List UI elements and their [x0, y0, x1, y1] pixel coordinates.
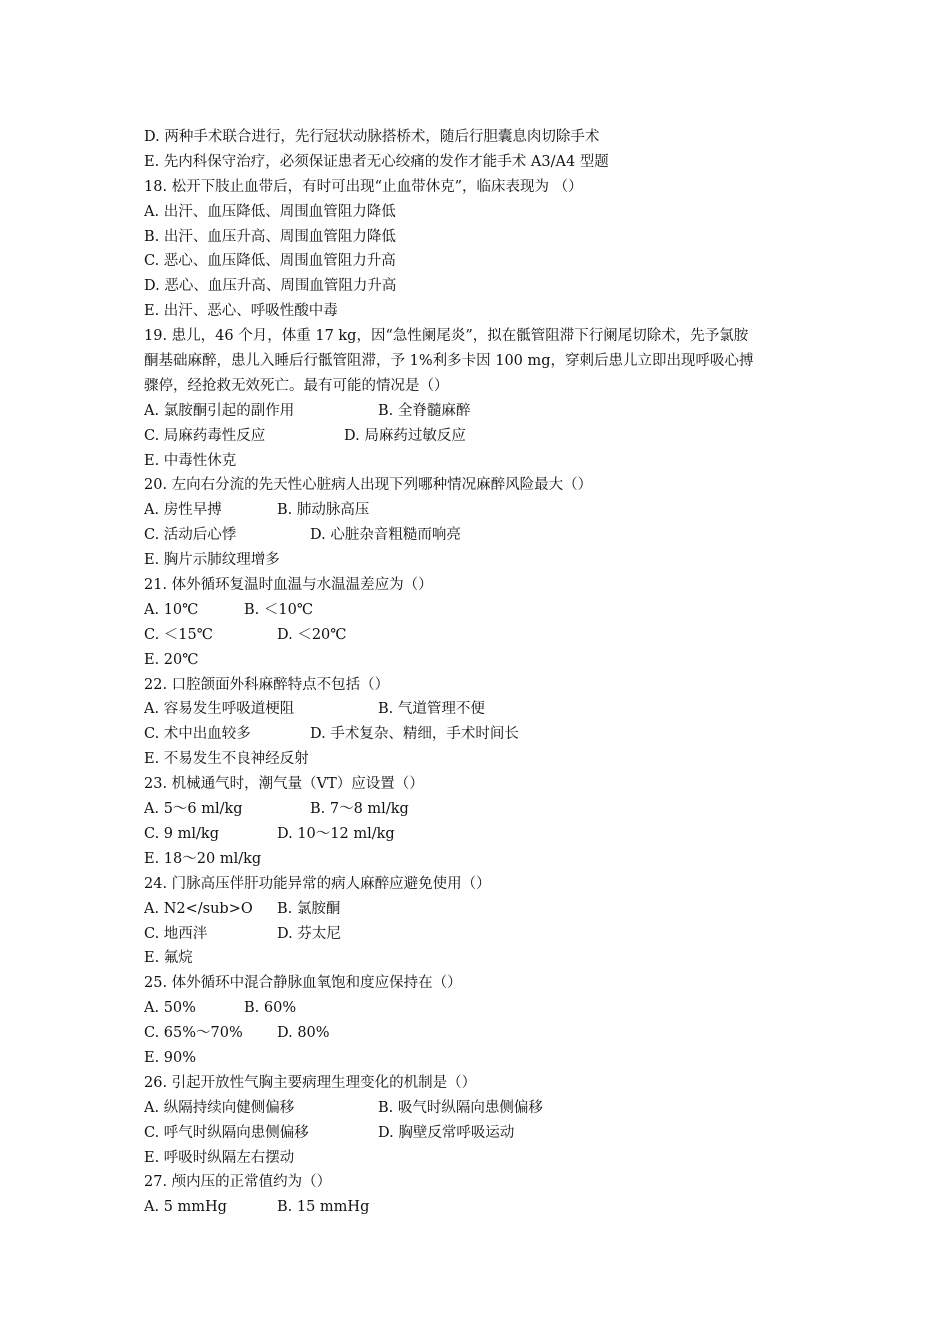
- option-right: B. 氯胺酮: [277, 900, 341, 917]
- option-left: C. 活动后心悸: [144, 527, 237, 544]
- option-left: A. 5～6 ml/kg: [144, 801, 243, 818]
- option-left: A. N2</sub>O: [144, 900, 253, 917]
- option-row: [144, 498, 824, 523]
- text-line: 20. 左向右分流的先天性心脏病人出现下列哪种情况麻醉风险最大（）: [144, 477, 593, 494]
- option-left: A. 10℃: [144, 601, 199, 618]
- option-right: D. 手术复杂、精细，手术时间长: [310, 726, 519, 743]
- option-right: D. 局麻药过敏反应: [344, 427, 466, 444]
- option-left: A. 容易发生呼吸道梗阻: [144, 701, 295, 718]
- option-left: C. 65%～70%: [144, 1025, 243, 1042]
- option-left: C. 术中出血较多: [144, 726, 251, 743]
- option-row: [144, 822, 824, 847]
- option-left: A. 纵隔持续向健侧偏移: [144, 1099, 295, 1116]
- option-right: D. 心脏杂音粗糙而响亮: [310, 527, 461, 544]
- option-row: [144, 797, 824, 822]
- option-row: [144, 424, 824, 449]
- option-right: D. 芬太尼: [277, 925, 341, 942]
- text-line: 23. 机械通气时，潮气量（VT）应设置（）: [144, 776, 424, 793]
- option-left: A. 5 mmHg: [144, 1199, 227, 1216]
- option-right: D. 80%: [277, 1025, 330, 1042]
- text-line: E. 呼吸时纵隔左右摆动: [144, 1149, 295, 1166]
- option-row: [144, 399, 824, 424]
- text-line: E. 18～20 ml/kg: [144, 850, 262, 867]
- option-row: [144, 623, 824, 648]
- text-line: C. 恶心、血压降低、周围血管阻力升高: [144, 253, 396, 270]
- text-line: 24. 门脉高压伴肝功能异常的病人麻醉应避免使用（）: [144, 875, 491, 892]
- option-row: [144, 1121, 824, 1146]
- text-line: B. 出汗、血压升高、周围血管阻力降低: [144, 228, 396, 245]
- option-right: D. 胸壁反常呼吸运动: [378, 1124, 515, 1141]
- option-right: B. 吸气时纵隔向患侧偏移: [378, 1099, 543, 1116]
- option-right: B. 全脊髓麻醉: [378, 402, 471, 419]
- text-line: 骤停，经抢救无效死亡。最有可能的情况是（）: [144, 377, 449, 394]
- text-line: E. 胸片示肺纹理增多: [144, 552, 280, 569]
- option-right: D. ＜20℃: [277, 626, 347, 643]
- option-left: C. 地西泮: [144, 925, 208, 942]
- text-line: 21. 体外循环复温时血温与水温温差应为（）: [144, 577, 433, 594]
- text-line: 27. 颅内压的正常值约为（）: [144, 1174, 332, 1191]
- option-right: B. ＜10℃: [244, 601, 314, 618]
- option-left: C. ＜15℃: [144, 626, 213, 643]
- text-line: D. 恶心、血压升高、周围血管阻力升高: [144, 278, 397, 295]
- option-row: [144, 922, 824, 947]
- text-line: E. 20℃: [144, 651, 199, 668]
- text-line: 22. 口腔颌面外科麻醉特点不包括（）: [144, 676, 390, 693]
- option-row: [144, 722, 824, 747]
- option-right: B. 肺动脉高压: [277, 502, 370, 519]
- option-row: [144, 523, 824, 548]
- option-row: [144, 897, 824, 922]
- option-left: A. 氯胺酮引起的副作用: [144, 402, 295, 419]
- text-line: 酮基础麻醉，患儿入睡后行骶管阻滞，予 1%利多卡因 100 mg，穿刺后患儿立即出现呼吸心搏: [144, 353, 754, 370]
- document-page: [144, 125, 824, 1220]
- option-left: C. 呼气时纵隔向患侧偏移: [144, 1124, 309, 1141]
- option-row: [144, 697, 824, 722]
- option-right: B. 60%: [244, 1000, 297, 1017]
- option-left: C. 9 ml/kg: [144, 825, 219, 842]
- text-line: A. 出汗、血压降低、周围血管阻力降低: [144, 203, 396, 220]
- option-row: [144, 1195, 824, 1220]
- text-line: 26. 引起开放性气胸主要病理生理变化的机制是（）: [144, 1074, 477, 1091]
- option-left: C. 局麻药毒性反应: [144, 427, 266, 444]
- option-row: [144, 996, 824, 1021]
- text-line: D. 两种手术联合进行，先行冠状动脉搭桥术，随后行胆囊息肉切除手术: [144, 129, 600, 145]
- text-line: E. 出汗、恶心、呼吸性酸中毒: [144, 303, 338, 320]
- text-line: E. 先内科保守治疗，必须保证患者无心绞痛的发作才能手术 A3/A4 型题: [144, 153, 609, 170]
- option-row: [144, 1021, 824, 1046]
- option-right: B. 7～8 ml/kg: [310, 801, 409, 818]
- option-left: A. 50%: [144, 1000, 196, 1017]
- text-line: 19. 患儿，46 个月，体重 17 kg，因“急性阑尾炎”，拟在骶管阻滞下行阑尾切除术，先予氯胺: [144, 328, 749, 345]
- option-right: D. 10～12 ml/kg: [277, 825, 395, 842]
- text-line: E. 不易发生不良神经反射: [144, 751, 309, 768]
- option-right: B. 气道管理不便: [378, 701, 485, 718]
- text-line: E. 90%: [144, 1049, 197, 1066]
- option-row: [144, 1096, 824, 1121]
- option-right: B. 15 mmHg: [277, 1199, 370, 1216]
- text-line: E. 中毒性休克: [144, 452, 237, 469]
- text-line: E. 氟烷: [144, 950, 193, 967]
- option-left: A. 房性早搏: [144, 502, 222, 519]
- text-line: 18. 松开下肢止血带后，有时可出现“止血带休克”，临床表现为 （）: [144, 178, 583, 195]
- option-row: [144, 598, 824, 623]
- text-line: 25. 体外循环中混合静脉血氧饱和度应保持在（）: [144, 975, 462, 992]
